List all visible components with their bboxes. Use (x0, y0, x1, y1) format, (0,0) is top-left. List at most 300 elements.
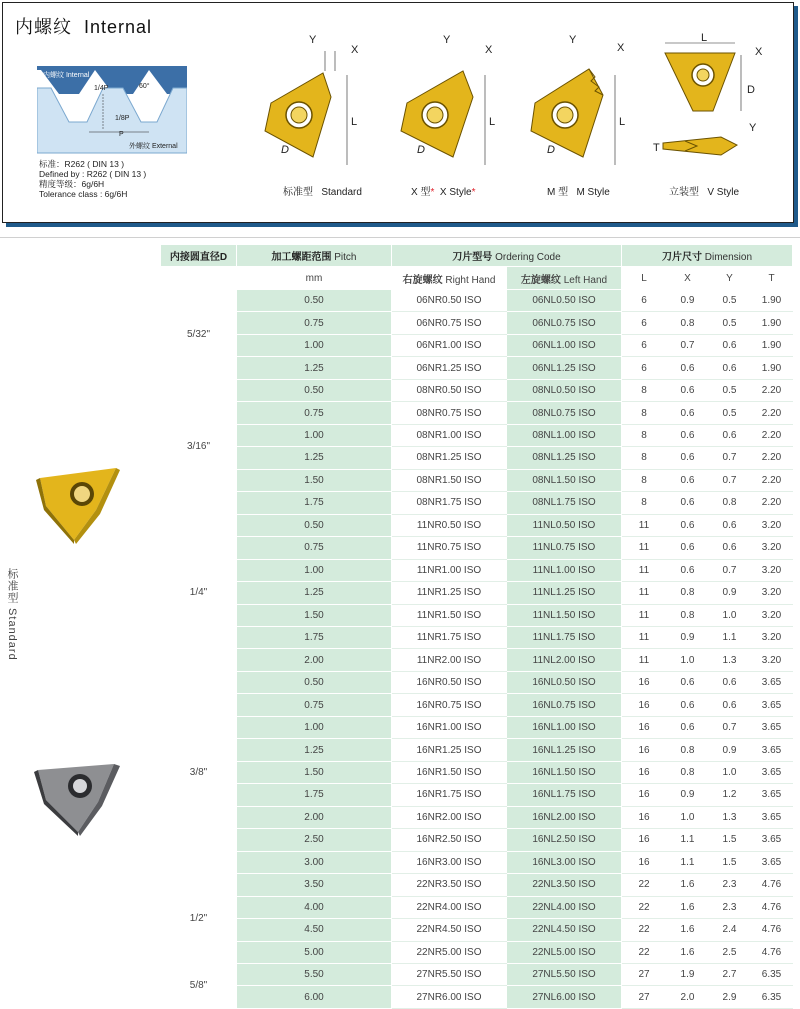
left-hand-code-cell: 08NL0.75 ISO (507, 402, 622, 424)
right-hand-code-cell: 08NR1.25 ISO (392, 447, 507, 469)
dim-y-cell: 0.8 (709, 492, 751, 514)
dim-t-cell: 3.20 (751, 604, 793, 626)
dim-x-cell: 0.6 (667, 492, 709, 514)
style-label-m (547, 183, 610, 198)
dim-t-cell: 3.20 (751, 559, 793, 581)
left-hand-code-cell: 16NL1.50 ISO (507, 761, 622, 783)
dim-l-cell: 8 (622, 402, 667, 424)
pitch-cell: 1.00 (237, 559, 392, 581)
dim-x-cell: 0.8 (667, 739, 709, 761)
style-label-v (669, 183, 739, 198)
right-hand-code-cell: 16NR1.50 ISO (392, 761, 507, 783)
table-row (161, 289, 793, 311)
dim-l-cell: 16 (622, 761, 667, 783)
dim-t-cell: 3.20 (751, 514, 793, 536)
dim-t-cell: 3.65 (751, 739, 793, 761)
dim-x-cell: 0.6 (667, 469, 709, 491)
dim-y-cell: 0.9 (709, 582, 751, 604)
style-cn: M 型 (547, 187, 569, 198)
dim-t-cell: 2.20 (751, 447, 793, 469)
left-hand-code-cell: 11NL1.75 ISO (507, 626, 622, 648)
dim-x-cell: 0.9 (667, 784, 709, 806)
right-hand-code-cell: 08NR0.50 ISO (392, 379, 507, 401)
dim-x-cell: 0.9 (667, 626, 709, 648)
dim-l-cell: 11 (622, 559, 667, 581)
right-hand-code-cell: 06NR0.50 ISO (392, 289, 507, 311)
label-eighth-p: 1/8P (115, 115, 130, 122)
header-d (161, 245, 237, 267)
dim-d-letter: D (417, 144, 425, 156)
dim-y-cell: 0.5 (709, 402, 751, 424)
table-row (161, 874, 793, 896)
dim-d-letter: D (281, 144, 289, 156)
right-hand-code-cell: 08NR0.75 ISO (392, 402, 507, 424)
left-hand-code-cell: 16NL3.00 ISO (507, 851, 622, 873)
header-mm: mm (237, 267, 392, 289)
pitch-cell: 0.75 (237, 312, 392, 334)
right-hand-code-cell: 06NR1.25 ISO (392, 357, 507, 379)
dim-y-cell: 2.4 (709, 919, 751, 941)
dim-y-cell: 1.2 (709, 784, 751, 806)
dim-y-letter: Y (443, 34, 451, 46)
dim-x-cell: 0.6 (667, 514, 709, 536)
dim-x-cell: 0.6 (667, 402, 709, 424)
right-hand-code-cell: 06NR1.00 ISO (392, 334, 507, 356)
dim-l-cell: 22 (622, 874, 667, 896)
inscribed-diameter-cell: 5/8" (161, 964, 237, 1009)
dim-x-cell: 0.8 (667, 761, 709, 783)
dim-l-cell: 22 (622, 896, 667, 918)
right-hand-code-cell: 22NR5.00 ISO (392, 941, 507, 963)
dim-y-cell: 0.6 (709, 514, 751, 536)
dim-x-cell: 0.6 (667, 716, 709, 738)
pitch-cell: 1.50 (237, 469, 392, 491)
dim-t-cell: 4.76 (751, 919, 793, 941)
left-hand-code-cell: 22NL3.50 ISO (507, 874, 622, 896)
left-hand-code-cell: 16NL1.25 ISO (507, 739, 622, 761)
table-row (161, 357, 793, 379)
dim-t-cell: 3.65 (751, 851, 793, 873)
dim-t-cell: 4.76 (751, 941, 793, 963)
style-star: * (430, 187, 435, 198)
dim-x-cell: 0.8 (667, 604, 709, 626)
header-t: T (751, 267, 793, 289)
dim-y-cell: 1.0 (709, 761, 751, 783)
label-external: 外螺纹 External (129, 143, 178, 150)
dim-x-cell: 1.6 (667, 874, 709, 896)
dim-t-letter: T (653, 142, 660, 154)
dim-x-cell: 1.9 (667, 964, 709, 986)
dim-t-cell: 6.35 (751, 964, 793, 986)
dim-y-cell: 1.5 (709, 851, 751, 873)
dim-x-letter: X (617, 42, 625, 54)
section-title (15, 13, 152, 39)
pitch-cell: 0.75 (237, 694, 392, 716)
dim-t-cell: 1.90 (751, 289, 793, 311)
dim-l-cell: 16 (622, 671, 667, 693)
dim-y-cell: 0.6 (709, 357, 751, 379)
pitch-cell: 5.00 (237, 941, 392, 963)
dim-l-cell: 27 (622, 964, 667, 986)
dim-y-cell: 0.5 (709, 312, 751, 334)
header-code-en: Ordering Code (495, 252, 561, 264)
table-row (161, 604, 793, 626)
inscribed-diameter-cell: 3/8" (161, 671, 237, 873)
table-row (161, 447, 793, 469)
gold-insert-photo (34, 462, 126, 544)
pitch-cell: 0.50 (237, 289, 392, 311)
table-row (161, 806, 793, 828)
style-en: X Style (439, 187, 472, 198)
dim-l-cell: 16 (622, 694, 667, 716)
dim-y-cell: 1.0 (709, 604, 751, 626)
right-hand-code-cell: 11NR1.50 ISO (392, 604, 507, 626)
table-row (161, 964, 793, 986)
header-lh-cn: 左旋螺纹 (520, 274, 561, 286)
spec-line: Defined by : R262 ( DIN 13 ) (39, 169, 147, 179)
left-hand-code-cell: 08NL1.00 ISO (507, 424, 622, 446)
table-row (161, 784, 793, 806)
dim-y-cell: 0.5 (709, 289, 751, 311)
table-row (161, 919, 793, 941)
right-hand-code-cell: 11NR2.00 ISO (392, 649, 507, 671)
right-hand-code-cell: 11NR1.00 ISO (392, 559, 507, 581)
dim-x-letter: X (485, 44, 493, 56)
pitch-cell: 1.75 (237, 492, 392, 514)
header-dim-en: Dimension (704, 252, 753, 264)
label-angle: 60° (139, 83, 150, 90)
table-row (161, 829, 793, 851)
dim-l-cell: 16 (622, 829, 667, 851)
right-hand-code-cell: 16NR1.75 ISO (392, 784, 507, 806)
right-hand-code-cell: 08NR1.75 ISO (392, 492, 507, 514)
header-panel (2, 2, 794, 223)
dim-l-cell: 8 (622, 469, 667, 491)
dim-y-cell: 0.6 (709, 334, 751, 356)
dim-x-cell: 1.6 (667, 941, 709, 963)
header-d-label: 内接圆直径D (169, 252, 228, 264)
header-pitch-cn: 加工螺距范围 (271, 252, 332, 264)
table-row (161, 514, 793, 536)
header-code-cn: 刀片型号 (452, 252, 493, 264)
dim-x-cell: 1.6 (667, 919, 709, 941)
dim-t-cell: 2.20 (751, 402, 793, 424)
dim-x-cell: 1.0 (667, 806, 709, 828)
dim-x-cell: 1.1 (667, 829, 709, 851)
dim-x-cell: 0.6 (667, 447, 709, 469)
ordering-table (160, 244, 793, 1009)
dim-l-cell: 11 (622, 514, 667, 536)
dim-y-cell: 0.6 (709, 537, 751, 559)
dim-l-cell: 8 (622, 379, 667, 401)
table-row (161, 739, 793, 761)
table-row (161, 469, 793, 491)
pitch-cell: 1.00 (237, 334, 392, 356)
title-cn: 内螺纹 (15, 17, 72, 37)
header-dimension (622, 245, 793, 267)
dim-y-cell: 1.1 (709, 626, 751, 648)
style-label-x (411, 183, 476, 198)
dim-x-cell: 0.6 (667, 424, 709, 446)
dim-l-letter: L (489, 116, 496, 128)
dim-t-cell: 2.20 (751, 469, 793, 491)
dim-t-cell: 2.20 (751, 492, 793, 514)
dim-t-cell: 3.65 (751, 671, 793, 693)
right-hand-code-cell: 16NR1.25 ISO (392, 739, 507, 761)
table-row (161, 941, 793, 963)
table-row (161, 312, 793, 334)
pitch-cell: 3.50 (237, 874, 392, 896)
right-hand-code-cell: 08NR1.00 ISO (392, 424, 507, 446)
table-row (161, 559, 793, 581)
left-hand-code-cell: 06NL1.00 ISO (507, 334, 622, 356)
dim-t-cell: 3.65 (751, 761, 793, 783)
dim-y-cell: 2.3 (709, 874, 751, 896)
dim-x-cell: 0.6 (667, 694, 709, 716)
thread-profile-diagram (37, 58, 187, 158)
dim-x-cell: 0.9 (667, 289, 709, 311)
spec-line: 精度等级：6g/6H (39, 179, 105, 189)
left-hand-code-cell: 06NL0.50 ISO (507, 289, 622, 311)
header-lh-en: Left Hand (563, 274, 608, 286)
right-hand-code-cell: 27NR5.50 ISO (392, 964, 507, 986)
dim-t-cell: 3.20 (751, 537, 793, 559)
header-rh-cn: 右旋螺纹 (402, 274, 443, 286)
dim-y-cell: 0.6 (709, 694, 751, 716)
style-cn: 标准型 (283, 187, 313, 198)
dim-x-cell: 0.8 (667, 582, 709, 604)
header-rh-en: Right Hand (445, 274, 496, 286)
style-label-standard (283, 183, 362, 198)
dim-t-cell: 4.76 (751, 874, 793, 896)
dim-l-cell: 11 (622, 537, 667, 559)
title-en: Internal (84, 17, 153, 37)
header-row-1 (161, 245, 793, 267)
header-x: X (667, 267, 709, 289)
dim-t-cell: 1.90 (751, 357, 793, 379)
dim-t-cell: 3.20 (751, 649, 793, 671)
pitch-cell: 1.25 (237, 582, 392, 604)
right-hand-code-cell: 16NR0.75 ISO (392, 694, 507, 716)
left-hand-code-cell: 22NL4.00 ISO (507, 896, 622, 918)
pitch-cell: 3.00 (237, 851, 392, 873)
dim-y-cell: 0.7 (709, 447, 751, 469)
dim-x-cell: 0.6 (667, 357, 709, 379)
dim-l-cell: 8 (622, 492, 667, 514)
spec-line: 标准：R262 ( DIN 13 ) (39, 159, 125, 169)
header-y: Y (709, 267, 751, 289)
dim-x-cell: 1.6 (667, 896, 709, 918)
header-d-empty (161, 267, 237, 289)
dim-t-cell: 3.65 (751, 806, 793, 828)
dim-t-cell: 3.65 (751, 716, 793, 738)
dim-t-cell: 3.20 (751, 626, 793, 648)
dim-t-cell: 3.65 (751, 784, 793, 806)
pitch-cell: 2.00 (237, 806, 392, 828)
header-l: L (622, 267, 667, 289)
left-hand-code-cell: 06NL0.75 ISO (507, 312, 622, 334)
pitch-cell: 1.25 (237, 739, 392, 761)
dim-l-cell: 8 (622, 447, 667, 469)
table-row (161, 896, 793, 918)
dim-l-cell: 16 (622, 851, 667, 873)
right-hand-code-cell: 16NR2.50 ISO (392, 829, 507, 851)
dim-y-cell: 2.3 (709, 896, 751, 918)
dim-x-cell: 1.0 (667, 649, 709, 671)
left-hand-code-cell: 16NL2.00 ISO (507, 806, 622, 828)
pitch-cell: 0.75 (237, 537, 392, 559)
left-hand-code-cell: 27NL6.00 ISO (507, 986, 622, 1008)
dim-t-cell: 1.90 (751, 334, 793, 356)
pitch-cell: 0.50 (237, 514, 392, 536)
dim-l-cell: 6 (622, 312, 667, 334)
label-quarter-p: 1/4P (94, 85, 109, 92)
table-row (161, 694, 793, 716)
dim-x-letter: X (351, 44, 359, 56)
right-hand-code-cell: 22NR3.50 ISO (392, 874, 507, 896)
dim-y-cell: 0.9 (709, 739, 751, 761)
pitch-cell: 1.75 (237, 784, 392, 806)
side-label: 标准型 Standard (6, 568, 18, 661)
m-style-insert-drawing (519, 31, 639, 181)
dim-t-cell: 2.20 (751, 379, 793, 401)
dim-y-cell: 0.6 (709, 671, 751, 693)
table-row (161, 626, 793, 648)
dim-d-letter: D (747, 84, 755, 96)
inscribed-diameter-cell: 1/4" (161, 514, 237, 671)
dim-x-cell: 2.0 (667, 986, 709, 1008)
dim-l-cell: 6 (622, 289, 667, 311)
table-row (161, 761, 793, 783)
dim-t-cell: 4.76 (751, 896, 793, 918)
left-hand-code-cell: 08NL0.50 ISO (507, 379, 622, 401)
table-row (161, 582, 793, 604)
dim-y-cell: 0.6 (709, 424, 751, 446)
inscribed-diameter-cell: 1/2" (161, 874, 237, 964)
right-hand-code-cell: 11NR0.50 ISO (392, 514, 507, 536)
pitch-cell: 1.00 (237, 424, 392, 446)
gray-insert-photo (34, 756, 126, 836)
style-en: V Style (707, 187, 740, 198)
dim-l-cell: 16 (622, 739, 667, 761)
table-row (161, 492, 793, 514)
left-hand-code-cell: 22NL5.00 ISO (507, 941, 622, 963)
right-hand-code-cell: 22NR4.00 ISO (392, 896, 507, 918)
pitch-cell: 1.25 (237, 447, 392, 469)
style-cn: 立装型 (669, 187, 699, 198)
pitch-cell: 6.00 (237, 986, 392, 1008)
left-hand-code-cell: 16NL2.50 ISO (507, 829, 622, 851)
dim-y-cell: 1.5 (709, 829, 751, 851)
right-hand-code-cell: 27NR6.00 ISO (392, 986, 507, 1008)
dim-y-cell: 1.3 (709, 649, 751, 671)
right-hand-code-cell: 06NR0.75 ISO (392, 312, 507, 334)
dim-l-cell: 11 (622, 604, 667, 626)
left-hand-code-cell: 16NL1.75 ISO (507, 784, 622, 806)
left-hand-code-cell: 11NL0.75 ISO (507, 537, 622, 559)
right-hand-code-cell: 11NR1.75 ISO (392, 626, 507, 648)
dim-d-letter: D (547, 144, 555, 156)
dim-t-cell: 3.20 (751, 582, 793, 604)
pitch-cell: 2.00 (237, 649, 392, 671)
dim-y-cell: 0.5 (709, 379, 751, 401)
dim-l-letter: L (701, 32, 708, 44)
table-row (161, 671, 793, 693)
table-row (161, 334, 793, 356)
spec-line: Tolerance class : 6g/6H (39, 189, 128, 199)
left-hand-code-cell: 11NL1.00 ISO (507, 559, 622, 581)
header-row-2 (161, 267, 793, 289)
table-row (161, 986, 793, 1008)
dim-y-cell: 0.7 (709, 559, 751, 581)
table-row (161, 424, 793, 446)
dim-y-cell: 1.3 (709, 806, 751, 828)
label-internal: 内螺纹 Internal (43, 72, 90, 79)
divider (0, 237, 800, 238)
left-hand-code-cell: 11NL0.50 ISO (507, 514, 622, 536)
dim-t-cell: 3.65 (751, 829, 793, 851)
dim-l-cell: 11 (622, 649, 667, 671)
left-hand-code-cell: 08NL1.75 ISO (507, 492, 622, 514)
dim-y-cell: 2.5 (709, 941, 751, 963)
dim-y-letter: Y (309, 34, 317, 46)
dim-x-cell: 0.6 (667, 537, 709, 559)
dim-l-cell: 11 (622, 582, 667, 604)
right-hand-code-cell: 16NR1.00 ISO (392, 716, 507, 738)
label-p: P (119, 131, 124, 138)
v-style-insert-drawing (651, 31, 775, 181)
left-hand-code-cell: 11NL2.00 ISO (507, 649, 622, 671)
table-row (161, 851, 793, 873)
dim-y-cell: 0.7 (709, 469, 751, 491)
table-body (161, 289, 793, 1008)
dim-x-letter: X (755, 46, 763, 58)
header-dim-cn: 刀片尺寸 (662, 252, 702, 264)
dim-t-cell: 6.35 (751, 986, 793, 1008)
style-star: * (471, 187, 476, 198)
pitch-cell: 0.50 (237, 671, 392, 693)
dim-l-cell: 22 (622, 941, 667, 963)
dim-l-cell: 16 (622, 784, 667, 806)
dim-x-cell: 0.8 (667, 312, 709, 334)
left-hand-code-cell: 16NL1.00 ISO (507, 716, 622, 738)
left-hand-code-cell: 11NL1.25 ISO (507, 582, 622, 604)
left-hand-code-cell: 08NL1.50 ISO (507, 469, 622, 491)
dim-x-cell: 0.6 (667, 671, 709, 693)
right-hand-code-cell: 11NR0.75 ISO (392, 537, 507, 559)
pitch-cell: 0.50 (237, 379, 392, 401)
dim-y-letter: Y (749, 122, 757, 134)
dim-l-cell: 16 (622, 806, 667, 828)
style-cn: X 型 (411, 187, 431, 198)
dim-l-cell: 11 (622, 626, 667, 648)
dim-l-cell: 6 (622, 334, 667, 356)
dim-x-cell: 0.7 (667, 334, 709, 356)
spec-lines (39, 159, 146, 199)
table-row (161, 649, 793, 671)
left-hand-code-cell: 06NL1.25 ISO (507, 357, 622, 379)
dim-l-letter: L (619, 116, 626, 128)
table-row (161, 379, 793, 401)
header-ordering-code (392, 245, 622, 267)
pitch-cell: 1.25 (237, 357, 392, 379)
right-hand-code-cell: 11NR1.25 ISO (392, 582, 507, 604)
table-row (161, 402, 793, 424)
left-hand-code-cell: 16NL0.75 ISO (507, 694, 622, 716)
right-hand-code-cell: 16NR3.00 ISO (392, 851, 507, 873)
left-hand-code-cell: 22NL4.50 ISO (507, 919, 622, 941)
dim-t-cell: 3.65 (751, 694, 793, 716)
